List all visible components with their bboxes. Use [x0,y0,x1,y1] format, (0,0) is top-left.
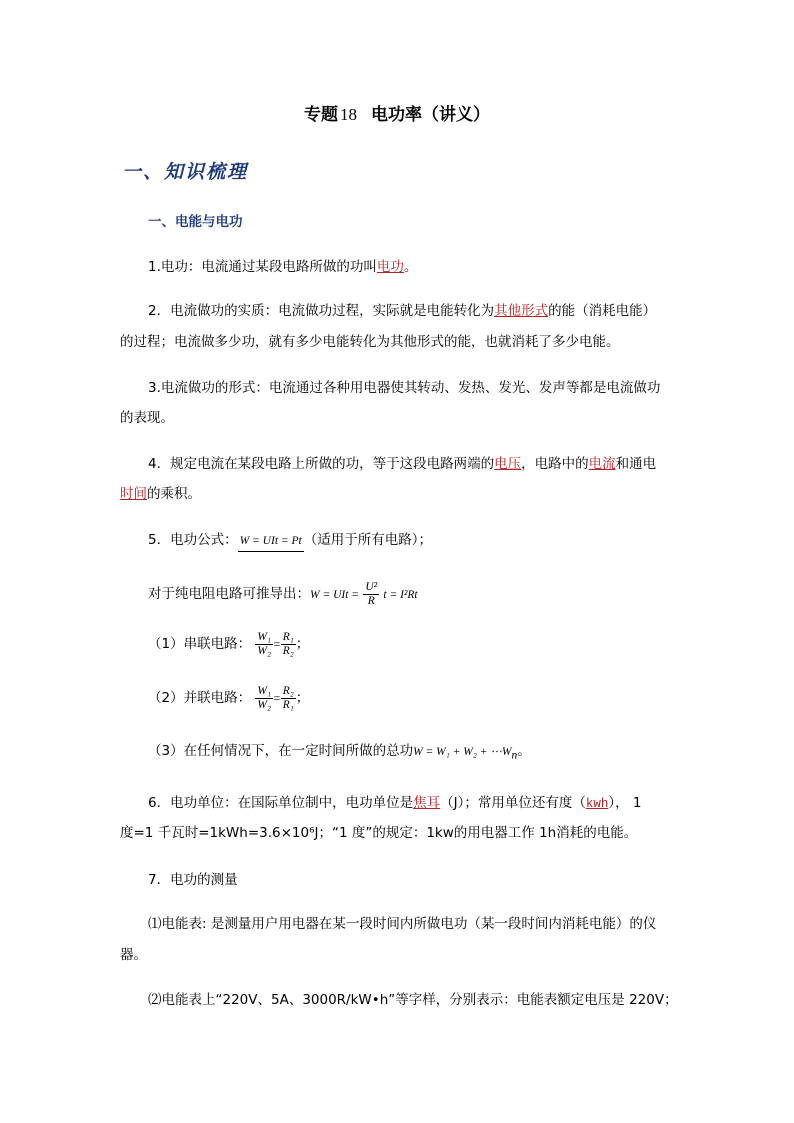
p2-text-b: 的能（消耗电能） [548,303,657,319]
paragraph-5 [148,530,432,552]
subsection-heading: 一、电能与电功 [148,214,243,230]
p7-fraction-w [255,631,273,658]
p4-term-voltage: 电压 [494,456,522,472]
p5-text-b: （适用于所有电路）； [303,532,432,548]
paragraph-11: 7．电功的测量 [148,872,238,888]
p4-term-time: 时间 [120,486,147,502]
paragraph-8: （2）并联电路： $\frac{\text{W₁}}{\text{W₂}}$ = $\frac{\text{R₂}}{\text{R₁}}$ ； [148,684,310,711]
p10-text-b: （J）；常用单位还有度（ [440,795,586,811]
p1-term: 电功 [376,259,404,275]
p7-end: ； [295,636,310,652]
paragraph-9 [148,741,531,766]
p10-term-joule: 焦耳 [413,795,441,811]
p4-text-a: 4．规定电流在某段电路上所做的功，等于这段电路两端的 [148,456,495,472]
p8-r1: R₁ [282,698,294,711]
p6-formula-a: W = UIt = [310,589,360,601]
p8-text: （2）并联电路： [148,690,252,706]
p4-text-c: 和通电 [615,456,657,472]
p8-w1: W₁ [257,684,271,697]
p6-formula-b: t = I²Rt [383,589,418,601]
p7-w1: W₁ [257,630,271,643]
p1-text: 1.电功：电流通过某段电路所做的功叫 [148,259,377,275]
p2-term: 其他形式 [494,303,549,319]
paragraph-12-line-1: ⑴电能表: 是测量用户用电器在某一段时间内所做电功（某一段时间内消耗电能）的仪 [148,916,657,932]
paragraph-10-line-2: 度=1 千瓦时=1kWh=3.6×10⁶J；“1 度”的规定：1kw的用电器工作 1h消耗的电能。 [120,825,638,841]
paragraph-10-line-1 [148,793,641,814]
paragraph-4-line-1 [148,454,656,474]
p7-fraction-r [281,631,296,658]
title-prefix: 专题 [304,105,338,125]
p8-w2: W₂ [257,698,271,711]
paragraph-6 [148,579,418,610]
paragraph-1 [148,257,417,277]
p10-text-c: ）， 1 [608,795,642,811]
p9-end: 。 [517,743,531,759]
paragraph-2-line-1 [148,301,656,321]
p4-text-b: ，电路中的 [521,456,589,472]
p9-text: （3）在任何情况下，在一定时间所做的总功 [148,743,414,759]
p6-text: 对于纯电阻电路可推导出： [148,586,310,602]
paragraph-2-line-2: 的过程；电流做多少功，就有多少电能转化为其他形式的能，也就消耗了多少电能。 [120,334,620,350]
p4-text-d: 的乘积。 [147,486,201,502]
p10-text-a: 6．电功单位：在国际单位制中，电功单位是 [148,795,414,811]
title-suffix: 电功率（讲义） [371,105,490,125]
paragraph-7: （1）串联电路： $\frac{\text{W₁}}{\text{W₂}}$ = $\frac{\text{R₁}}{\text{R₂}}$ ； [148,630,310,657]
p5-text-a: 5．电功公式： [148,532,238,548]
p6-fraction [363,581,379,608]
work-formula: W = UIt = Pt [238,531,304,552]
total-work-subscript: n [511,749,518,762]
page-title [0,105,794,125]
p6-fraction-numerator: U² [365,580,378,593]
paragraph-13: ⑵电能表上“220V、5A、3000R/kW•h”等字样，分别表示：电能表额定电压是 220V； [148,992,678,1008]
p10-term-kwh: kwh [585,797,609,811]
section-heading: 一、知识梳理 [122,161,249,183]
paragraph-3-line-1: 3.电流做功的形式：电流通过各种用电器使其转动、发热、发光、发声等都是电流做功 [148,380,661,396]
paragraph-12-line-2: 器。 [120,947,147,963]
p2-text-a: 2．电流做功的实质：电流做功过程，实际就是电能转化为 [148,303,495,319]
p8-r2: R₂ [282,684,294,697]
p6-fraction-denominator: R [367,594,375,607]
p8-fraction-r [281,685,296,712]
paragraph-4-line-2 [120,484,201,504]
title-number: 18 [340,105,357,124]
p8-fraction-w [255,685,273,712]
p7-w2: W₂ [257,644,271,657]
total-work-formula: W = W₁ + W₂ + ⋯W [413,746,512,758]
p1-end: 。 [403,259,418,275]
p7-text: （1）串联电路： [148,636,252,652]
p7-r1: R₁ [282,630,294,643]
p7-r2: R₂ [282,644,294,657]
paragraph-3-line-2: 的表现。 [120,410,174,426]
p8-end: ； [295,690,310,706]
p4-term-current: 电流 [588,456,616,472]
